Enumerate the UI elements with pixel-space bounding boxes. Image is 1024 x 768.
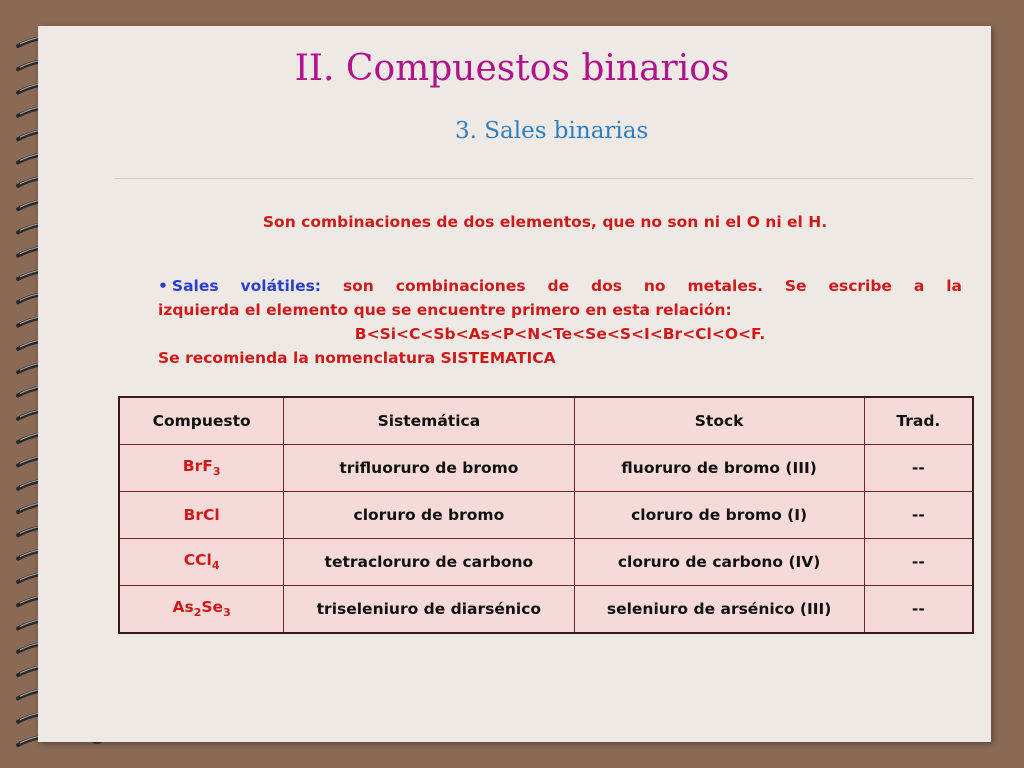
trad-cell: -- — [864, 445, 973, 492]
subtitle: 3. Sales binarias — [455, 118, 649, 144]
trad-cell: -- — [864, 586, 973, 634]
table-row — [119, 492, 973, 539]
stock-cell: cloruro de carbono (IV) — [574, 539, 864, 586]
sistematica-cell: tetracloruro de carbono — [284, 539, 574, 586]
table-header-row — [119, 397, 973, 445]
element-sequence: B<Si<C<Sb<As<P<N<Te<Se<S<I<Br<Cl<O<F. — [354, 325, 766, 343]
bullet-icon: • — [158, 277, 168, 295]
trad-cell: -- — [864, 539, 973, 586]
sistematica-cell: trifluoruro de bromo — [284, 445, 574, 492]
recommendation-text: Se recomienda la nomenclatura SISTEMATICA — [158, 349, 556, 367]
formula-cell: BrF$_3$ — [119, 445, 284, 492]
stock-cell: seleniuro de arsénico (III) — [574, 586, 864, 634]
formula-cell: CCl$_4$ — [119, 539, 284, 586]
formula-cell: $As_2Se_3$ — [119, 586, 284, 634]
page-title: II. Compuestos binarios — [294, 48, 730, 89]
bullet-paragraph — [158, 274, 962, 370]
bullet-line-1 — [158, 274, 962, 298]
sistematica-cell: triseleniuro de diarsénico — [284, 586, 574, 634]
header-compuesto: Compuesto — [119, 397, 284, 445]
stock-cell: fluoruro de bromo (III) — [574, 445, 864, 492]
table-row — [119, 586, 973, 634]
bullet-term: Sales volátiles: — [171, 277, 322, 295]
sistematica-cell: cloruro de bromo — [284, 492, 574, 539]
table-row — [119, 445, 973, 492]
compounds-table — [118, 396, 974, 634]
header-stock: Stock — [574, 397, 864, 445]
header-trad: Trad. — [864, 397, 973, 445]
stock-cell: cloruro de bromo (I) — [574, 492, 864, 539]
formula-cell: BrCl — [119, 492, 284, 539]
table-row — [119, 539, 973, 586]
bullet-line-2: izquierda el elemento que se encuentre primero en esta relación: — [158, 301, 732, 319]
trad-cell: -- — [864, 492, 973, 539]
bullet-text-1: son combinaciones de dos no metales. Se escribe a la — [342, 277, 962, 295]
header-sistematica: Sistemática — [284, 397, 574, 445]
divider — [115, 178, 973, 179]
intro-text: Son combinaciones de dos elementos, que no son ni el O ni el H. — [262, 213, 828, 231]
